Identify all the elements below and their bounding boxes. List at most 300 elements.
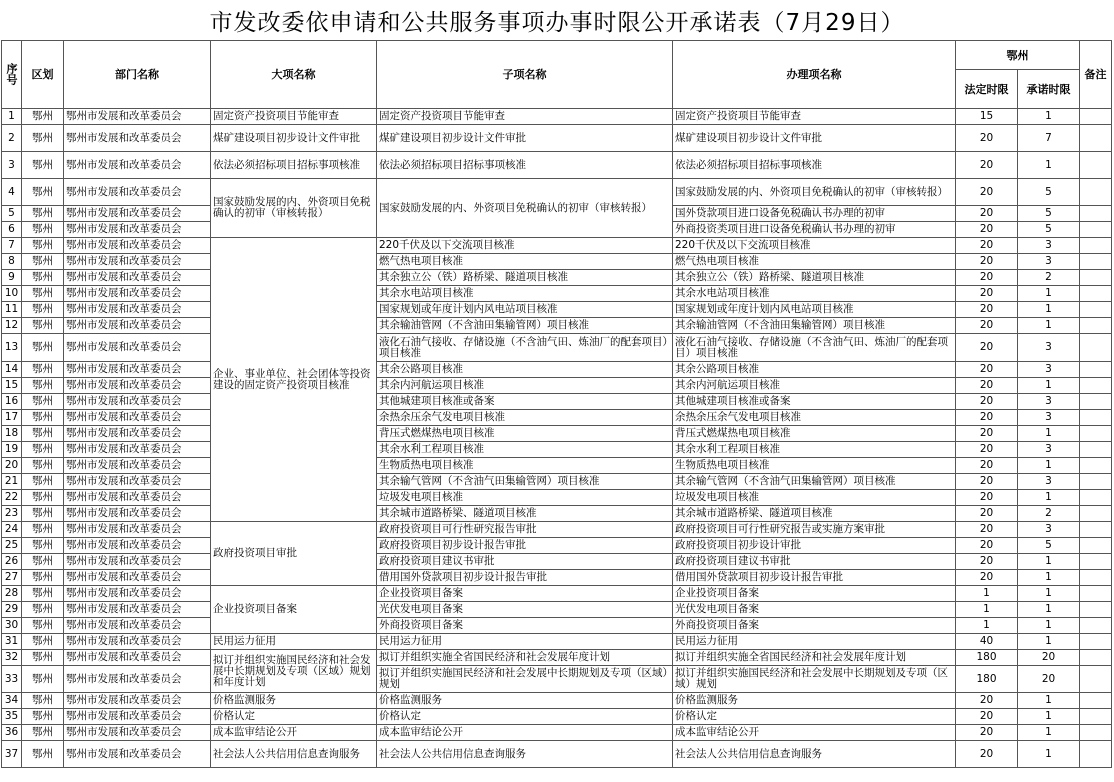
cell-region: 鄂州 [22,254,64,270]
cell-legal-limit: 20 [956,693,1018,709]
cell-region: 鄂州 [22,334,64,362]
cell-seq: 37 [2,741,22,768]
cell-sub-item: 其余独立公（铁）路桥梁、隧道项目核准 [377,270,673,286]
header-item: 办理项名称 [673,41,956,109]
cell-region: 鄂州 [22,426,64,442]
cell-seq: 3 [2,152,22,179]
cell-handling-item: 国家鼓励发展的内、外资项目免税确认的初审（审核转报） [673,179,956,206]
cell-major-item: 民用运力征用 [211,634,377,650]
cell-promised-limit: 3 [1018,474,1080,490]
header-legal-limit: 法定时限 [956,70,1018,109]
cell-remark [1080,109,1112,125]
table-row [2,618,1112,634]
commitment-table [1,40,1112,768]
cell-seq: 15 [2,378,22,394]
cell-handling-item: 政府投资项目可行性研究报告或实施方案审批 [673,522,956,538]
cell-legal-limit: 20 [956,179,1018,206]
cell-sub-item: 生物质热电项目核准 [377,458,673,474]
cell-remark [1080,179,1112,206]
cell-sub-item: 其余输气管网（不含油气田集输管网）项目核准 [377,474,673,490]
cell-promised-limit: 1 [1018,602,1080,618]
cell-sub-item: 政府投资项目可行性研究报告审批 [377,522,673,538]
cell-handling-item: 国外贷款项目进口设备免税确认书办理的初审 [673,206,956,222]
table-row [2,410,1112,426]
cell-seq: 18 [2,426,22,442]
cell-sub-item: 余热余压余气发电项目核准 [377,410,673,426]
cell-handling-item: 民用运力征用 [673,634,956,650]
cell-promised-limit: 1 [1018,554,1080,570]
cell-seq: 19 [2,442,22,458]
cell-remark [1080,152,1112,179]
cell-sub-item: 其他城建项目核准或备案 [377,394,673,410]
cell-seq: 22 [2,490,22,506]
cell-seq: 33 [2,666,22,693]
cell-dept: 鄂州市发展和改革委员会 [64,394,211,410]
cell-dept: 鄂州市发展和改革委员会 [64,490,211,506]
cell-handling-item: 依法必须招标项目招标事项核准 [673,152,956,179]
cell-promised-limit: 2 [1018,506,1080,522]
cell-region: 鄂州 [22,522,64,538]
table-row [2,302,1112,318]
cell-dept: 鄂州市发展和改革委员会 [64,725,211,741]
cell-legal-limit: 20 [956,270,1018,286]
table-row [2,490,1112,506]
cell-sub-item: 成本监审结论公开 [377,725,673,741]
cell-remark [1080,474,1112,490]
cell-promised-limit: 1 [1018,318,1080,334]
table-row [2,634,1112,650]
cell-legal-limit: 40 [956,634,1018,650]
cell-legal-limit: 20 [956,506,1018,522]
cell-remark [1080,490,1112,506]
cell-region: 鄂州 [22,378,64,394]
table-row [2,442,1112,458]
cell-sub-item: 价格监测服务 [377,693,673,709]
cell-dept: 鄂州市发展和改革委员会 [64,458,211,474]
cell-dept: 鄂州市发展和改革委员会 [64,270,211,286]
header-sub: 子项名称 [377,41,673,109]
cell-dept: 鄂州市发展和改革委员会 [64,222,211,238]
cell-promised-limit: 1 [1018,618,1080,634]
cell-dept: 鄂州市发展和改革委员会 [64,238,211,254]
cell-dept: 鄂州市发展和改革委员会 [64,426,211,442]
cell-sub-item: 国家规划或年度计划内风电站项目核准 [377,302,673,318]
cell-legal-limit: 20 [956,554,1018,570]
cell-sub-item: 依法必须招标项目招标事项核准 [377,152,673,179]
cell-dept: 鄂州市发展和改革委员会 [64,741,211,768]
cell-handling-item: 外商投资类项目进口设备免税确认书办理的初审 [673,222,956,238]
cell-remark [1080,362,1112,378]
cell-seq: 23 [2,506,22,522]
cell-promised-limit: 3 [1018,238,1080,254]
cell-remark [1080,318,1112,334]
cell-handling-item: 外商投资项目备案 [673,618,956,634]
cell-handling-item: 220千伏及以下交流项目核准 [673,238,956,254]
cell-dept: 鄂州市发展和改革委员会 [64,410,211,426]
cell-major-item: 价格认定 [211,709,377,725]
cell-legal-limit: 20 [956,725,1018,741]
cell-seq: 20 [2,458,22,474]
cell-remark [1080,286,1112,302]
table-row [2,286,1112,302]
cell-dept: 鄂州市发展和改革委员会 [64,206,211,222]
cell-legal-limit: 20 [956,334,1018,362]
cell-legal-limit: 20 [956,222,1018,238]
cell-seq: 4 [2,179,22,206]
cell-region: 鄂州 [22,554,64,570]
cell-handling-item: 其余内河航运项目核准 [673,378,956,394]
cell-dept: 鄂州市发展和改革委员会 [64,650,211,666]
table-row [2,474,1112,490]
cell-handling-item: 政府投资项目初步设计审批 [673,538,956,554]
cell-remark [1080,378,1112,394]
table-row [2,378,1112,394]
table-row [2,725,1112,741]
cell-region: 鄂州 [22,238,64,254]
cell-remark [1080,522,1112,538]
cell-dept: 鄂州市发展和改革委员会 [64,506,211,522]
cell-dept: 鄂州市发展和改革委员会 [64,474,211,490]
table-row [2,334,1112,362]
cell-promised-limit: 2 [1018,270,1080,286]
cell-promised-limit: 3 [1018,522,1080,538]
cell-region: 鄂州 [22,206,64,222]
cell-sub-item: 社会法人公共信用信息查询服务 [377,741,673,768]
cell-remark [1080,206,1112,222]
cell-legal-limit: 20 [956,490,1018,506]
cell-seq: 6 [2,222,22,238]
cell-region: 鄂州 [22,222,64,238]
cell-dept: 鄂州市发展和改革委员会 [64,570,211,586]
cell-promised-limit: 5 [1018,222,1080,238]
table-row [2,152,1112,179]
table-row [2,586,1112,602]
cell-region: 鄂州 [22,586,64,602]
table-row [2,179,1112,206]
cell-seq: 28 [2,586,22,602]
cell-region: 鄂州 [22,286,64,302]
cell-promised-limit: 1 [1018,741,1080,768]
cell-sub-item: 其余水利工程项目核准 [377,442,673,458]
cell-region: 鄂州 [22,650,64,666]
cell-legal-limit: 180 [956,650,1018,666]
table-row [2,602,1112,618]
cell-region: 鄂州 [22,474,64,490]
cell-seq: 25 [2,538,22,554]
cell-handling-item: 其余城市道路桥梁、隧道项目核准 [673,506,956,522]
cell-sub-item: 煤矿建设项目初步设计文件审批 [377,125,673,152]
cell-region: 鄂州 [22,442,64,458]
cell-legal-limit: 20 [956,570,1018,586]
cell-legal-limit: 180 [956,666,1018,693]
cell-seq: 17 [2,410,22,426]
table-row [2,362,1112,378]
cell-region: 鄂州 [22,125,64,152]
cell-handling-item: 其余水利工程项目核准 [673,442,956,458]
cell-remark [1080,618,1112,634]
table-row [2,254,1112,270]
header-group: 鄂州 [956,41,1080,70]
cell-dept: 鄂州市发展和改革委员会 [64,286,211,302]
cell-seq: 10 [2,286,22,302]
cell-dept: 鄂州市发展和改革委员会 [64,362,211,378]
cell-seq: 29 [2,602,22,618]
cell-region: 鄂州 [22,570,64,586]
cell-handling-item: 企业投资项目备案 [673,586,956,602]
cell-sub-item: 价格认定 [377,709,673,725]
cell-major-item: 政府投资项目审批 [211,522,377,586]
cell-seq: 24 [2,522,22,538]
table-row [2,238,1112,254]
cell-dept: 鄂州市发展和改革委员会 [64,666,211,693]
cell-sub-item: 借用国外贷款项目初步设计报告审批 [377,570,673,586]
cell-dept: 鄂州市发展和改革委员会 [64,618,211,634]
cell-major-item: 拟订并组织实施国民经济和社会发展中长期规划及专项（区域）规划和年度计划 [211,650,377,693]
cell-seq: 5 [2,206,22,222]
table-row [2,554,1112,570]
cell-handling-item: 借用国外贷款项目初步设计报告审批 [673,570,956,586]
cell-seq: 13 [2,334,22,362]
cell-region: 鄂州 [22,602,64,618]
cell-handling-item: 余热余压余气发电项目核准 [673,410,956,426]
cell-remark [1080,666,1112,693]
cell-remark [1080,506,1112,522]
cell-major-item: 固定资产投资项目节能审查 [211,109,377,125]
cell-major-item: 价格监测服务 [211,693,377,709]
cell-promised-limit: 1 [1018,426,1080,442]
cell-promised-limit: 1 [1018,725,1080,741]
cell-legal-limit: 20 [956,741,1018,768]
cell-seq: 34 [2,693,22,709]
cell-handling-item: 成本监审结论公开 [673,725,956,741]
cell-region: 鄂州 [22,270,64,286]
table-row [2,693,1112,709]
cell-remark [1080,693,1112,709]
cell-legal-limit: 20 [956,442,1018,458]
cell-dept: 鄂州市发展和改革委员会 [64,302,211,318]
cell-handling-item: 光伏发电项目备案 [673,602,956,618]
cell-handling-item: 政府投资项目建议书审批 [673,554,956,570]
cell-region: 鄂州 [22,693,64,709]
cell-seq: 31 [2,634,22,650]
cell-legal-limit: 20 [956,394,1018,410]
cell-legal-limit: 20 [956,302,1018,318]
cell-legal-limit: 20 [956,125,1018,152]
cell-remark [1080,650,1112,666]
cell-sub-item: 垃圾发电项目核准 [377,490,673,506]
cell-sub-item: 其余城市道路桥梁、隧道项目核准 [377,506,673,522]
header-remark: 备注 [1080,41,1112,109]
cell-remark [1080,442,1112,458]
cell-region: 鄂州 [22,109,64,125]
cell-region: 鄂州 [22,741,64,768]
cell-legal-limit: 20 [956,238,1018,254]
cell-legal-limit: 15 [956,109,1018,125]
cell-region: 鄂州 [22,410,64,426]
cell-seq: 30 [2,618,22,634]
table-row [2,506,1112,522]
cell-legal-limit: 20 [956,286,1018,302]
cell-remark [1080,426,1112,442]
cell-remark [1080,634,1112,650]
cell-dept: 鄂州市发展和改革委员会 [64,152,211,179]
cell-remark [1080,554,1112,570]
cell-legal-limit: 20 [956,254,1018,270]
cell-handling-item: 价格认定 [673,709,956,725]
cell-sub-item: 燃气热电项目核准 [377,254,673,270]
cell-sub-item: 固定资产投资项目节能审查 [377,109,673,125]
cell-promised-limit: 1 [1018,693,1080,709]
cell-promised-limit: 5 [1018,538,1080,554]
header-promised-limit: 承诺时限 [1018,70,1080,109]
cell-legal-limit: 20 [956,318,1018,334]
cell-dept: 鄂州市发展和改革委员会 [64,334,211,362]
header-region: 区划 [22,41,64,109]
table-row [2,394,1112,410]
cell-dept: 鄂州市发展和改革委员会 [64,109,211,125]
cell-sub-item: 拟订并组织实施国民经济和社会发展中长期规划及专项（区域）规划 [377,666,673,693]
cell-region: 鄂州 [22,506,64,522]
table-row [2,426,1112,442]
cell-promised-limit: 1 [1018,586,1080,602]
cell-dept: 鄂州市发展和改革委员会 [64,125,211,152]
cell-seq: 21 [2,474,22,490]
cell-promised-limit: 1 [1018,152,1080,179]
cell-promised-limit: 3 [1018,442,1080,458]
cell-major-item: 企业投资项目备案 [211,586,377,634]
cell-dept: 鄂州市发展和改革委员会 [64,602,211,618]
cell-promised-limit: 3 [1018,334,1080,362]
cell-region: 鄂州 [22,458,64,474]
cell-remark [1080,125,1112,152]
table-row [2,125,1112,152]
cell-legal-limit: 1 [956,618,1018,634]
cell-legal-limit: 20 [956,152,1018,179]
cell-handling-item: 其余公路项目核准 [673,362,956,378]
cell-promised-limit: 7 [1018,125,1080,152]
cell-region: 鄂州 [22,179,64,206]
cell-promised-limit: 3 [1018,362,1080,378]
cell-dept: 鄂州市发展和改革委员会 [64,538,211,554]
cell-remark [1080,394,1112,410]
cell-promised-limit: 1 [1018,634,1080,650]
cell-promised-limit: 5 [1018,179,1080,206]
cell-region: 鄂州 [22,666,64,693]
cell-remark [1080,238,1112,254]
cell-remark [1080,410,1112,426]
cell-dept: 鄂州市发展和改革委员会 [64,554,211,570]
table-row [2,270,1112,286]
cell-dept: 鄂州市发展和改革委员会 [64,254,211,270]
cell-dept: 鄂州市发展和改革委员会 [64,179,211,206]
cell-sub-item: 其余水电站项目核准 [377,286,673,302]
cell-region: 鄂州 [22,394,64,410]
cell-seq: 16 [2,394,22,410]
cell-promised-limit: 1 [1018,458,1080,474]
table-row [2,570,1112,586]
cell-promised-limit: 20 [1018,666,1080,693]
header-major: 大项名称 [211,41,377,109]
cell-dept: 鄂州市发展和改革委员会 [64,442,211,458]
cell-legal-limit: 20 [956,426,1018,442]
cell-seq: 12 [2,318,22,334]
cell-handling-item: 其余输油管网（不含油田集输管网）项目核准 [673,318,956,334]
cell-handling-item: 其余输气管网（不含油气田集输管网）项目核准 [673,474,956,490]
cell-promised-limit: 1 [1018,109,1080,125]
page-title: 市发改委依申请和公共服务事项办事时限公开承诺表（7月29日） [209,9,905,36]
cell-dept: 鄂州市发展和改革委员会 [64,318,211,334]
cell-legal-limit: 20 [956,474,1018,490]
cell-handling-item: 社会法人公共信用信息查询服务 [673,741,956,768]
cell-region: 鄂州 [22,725,64,741]
cell-promised-limit: 3 [1018,254,1080,270]
cell-seq: 27 [2,570,22,586]
cell-remark [1080,538,1112,554]
cell-seq: 7 [2,238,22,254]
cell-handling-item: 垃圾发电项目核准 [673,490,956,506]
cell-promised-limit: 1 [1018,490,1080,506]
cell-seq: 14 [2,362,22,378]
cell-promised-limit: 1 [1018,709,1080,725]
cell-region: 鄂州 [22,362,64,378]
cell-promised-limit: 5 [1018,206,1080,222]
cell-sub-item: 背压式燃煤热电项目核准 [377,426,673,442]
table-row [2,666,1112,693]
cell-handling-item: 固定资产投资项目节能审查 [673,109,956,125]
cell-remark [1080,741,1112,768]
cell-remark [1080,254,1112,270]
cell-sub-item: 其余公路项目核准 [377,362,673,378]
cell-sub-item: 光伏发电项目备案 [377,602,673,618]
header-seq: 序号 [2,41,22,109]
cell-legal-limit: 20 [956,206,1018,222]
cell-major-item: 依法必须招标项目招标事项核准 [211,152,377,179]
cell-handling-item: 背压式燃煤热电项目核准 [673,426,956,442]
cell-dept: 鄂州市发展和改革委员会 [64,693,211,709]
cell-dept: 鄂州市发展和改革委员会 [64,378,211,394]
cell-handling-item: 燃气热电项目核准 [673,254,956,270]
table-row [2,650,1112,666]
cell-handling-item: 拟订并组织实施国民经济和社会发展中长期规划及专项（区域）规划 [673,666,956,693]
cell-handling-item: 其余水电站项目核准 [673,286,956,302]
cell-remark [1080,458,1112,474]
cell-seq: 35 [2,709,22,725]
cell-dept: 鄂州市发展和改革委员会 [64,709,211,725]
table-row [2,709,1112,725]
cell-remark [1080,222,1112,238]
cell-remark [1080,270,1112,286]
cell-promised-limit: 20 [1018,650,1080,666]
cell-promised-limit: 3 [1018,394,1080,410]
cell-handling-item: 其他城建项目核准或备案 [673,394,956,410]
header-dept: 部门名称 [64,41,211,109]
cell-major-item: 煤矿建设项目初步设计文件审批 [211,125,377,152]
cell-legal-limit: 20 [956,458,1018,474]
cell-dept: 鄂州市发展和改革委员会 [64,634,211,650]
cell-promised-limit: 1 [1018,286,1080,302]
cell-dept: 鄂州市发展和改革委员会 [64,522,211,538]
cell-seq: 2 [2,125,22,152]
table-row [2,741,1112,768]
cell-legal-limit: 20 [956,378,1018,394]
cell-major-item: 社会法人公共信用信息查询服务 [211,741,377,768]
cell-region: 鄂州 [22,152,64,179]
cell-major-item: 国家鼓励发展的内、外资项目免税确认的初审（审核转报） [211,179,377,238]
cell-remark [1080,586,1112,602]
cell-sub-item: 企业投资项目备案 [377,586,673,602]
cell-promised-limit: 1 [1018,570,1080,586]
cell-handling-item: 拟订并组织实施全省国民经济和社会发展年度计划 [673,650,956,666]
